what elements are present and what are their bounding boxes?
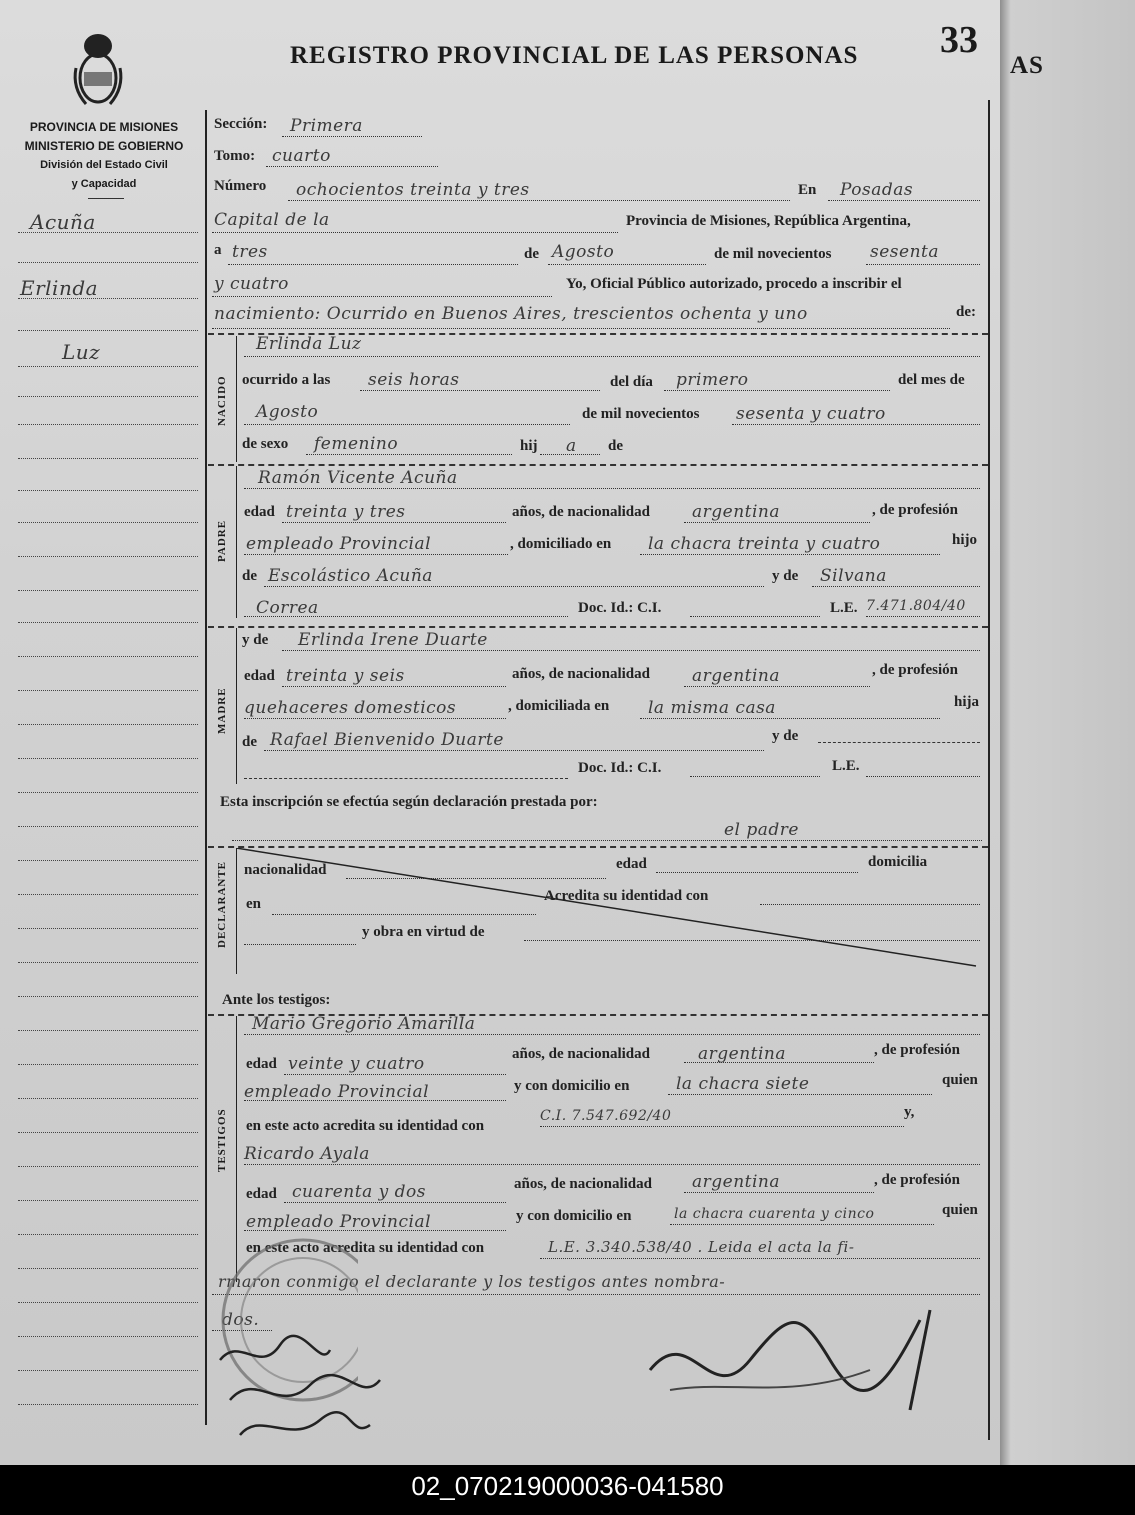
label-acredita: Acredita su identidad con	[544, 888, 709, 904]
label-padre-doc: Doc. Id.: C.I.	[578, 600, 662, 616]
value-capital: Capital de la	[214, 210, 330, 230]
value-t1-edad: veinte y cuatro	[288, 1054, 425, 1074]
value-padre-prof: empleado Provincial	[246, 534, 432, 554]
value-t2-prof: empleado Provincial	[246, 1212, 432, 1232]
value-padre-nac: argentina	[692, 502, 781, 522]
margin-given-name-2: Luz	[62, 340, 101, 364]
label-del-dia: del día	[610, 374, 653, 390]
label-en-decl: en	[246, 896, 261, 912]
label-testigos: Ante los testigos:	[222, 992, 331, 1008]
label-domiciliado: , domiciliado en	[510, 536, 612, 552]
value-t2-edad: cuarenta y dos	[292, 1182, 426, 1202]
label-de-1: de	[524, 246, 539, 262]
label-t2-prof: , de profesión	[874, 1172, 960, 1188]
section-nacido: NACIDO	[216, 375, 228, 426]
value-t1-id: C.I. 7.547.692/40	[540, 1108, 672, 1124]
value-acto: nacimiento: Ocurrido en Buenos Aires, trescientos ochenta y uno	[214, 304, 808, 324]
label-de-colon: de:	[956, 304, 976, 320]
label-de-mil: de mil novecientos	[714, 246, 832, 262]
page-title: REGISTRO PROVINCIAL DE LAS PERSONAS	[290, 42, 859, 69]
label-padre-y-de: y de	[772, 568, 799, 584]
label-t1-quien: quien	[942, 1072, 978, 1088]
label-de-2: de	[608, 438, 623, 454]
issuer-underline	[88, 198, 124, 199]
label-madre-doc: Doc. Id.: C.I.	[578, 760, 662, 776]
label-seccion: Sección:	[214, 116, 268, 132]
value-t2-dom: la chacra cuarenta y cinco	[674, 1206, 875, 1222]
label-a: a	[214, 242, 222, 258]
label-t1-y: y,	[904, 1104, 915, 1120]
label-domicilia: domicilia	[868, 854, 928, 870]
value-padre-dom: la chacra treinta y cuatro	[648, 534, 881, 554]
section-declarante: DECLARANTE	[216, 860, 228, 948]
value-mes: Agosto	[552, 242, 615, 262]
value-dia-nac: primero	[676, 370, 749, 390]
coat-of-arms-icon	[70, 28, 126, 108]
section-madre: MADRE	[216, 687, 228, 734]
value-madre-nac: argentina	[692, 666, 781, 686]
section-padre: PADRE	[216, 519, 228, 562]
value-madre-prof: quehaceres domesticos	[244, 698, 457, 718]
value-dia: tres	[232, 242, 268, 262]
label-t2-edad: edad	[246, 1186, 277, 1202]
value-t2-id: L.E. 3.340.538/40 . Leida el acta la fi-	[548, 1238, 855, 1256]
label-t2-nac: años, de nacionalidad	[514, 1176, 652, 1192]
issuer-line-3: División del Estado Civil	[40, 159, 168, 171]
label-t1-prof: , de profesión	[874, 1042, 960, 1058]
witness-signatures	[200, 1330, 390, 1455]
label-madre-nac: años, de nacionalidad	[512, 666, 650, 682]
value-padre-le: 7.471.804/40	[866, 598, 966, 614]
cross-out-line	[236, 848, 988, 974]
label-del-mes: del mes de	[898, 372, 965, 388]
margin-given-name-1: Erlinda	[20, 276, 99, 300]
label-madre-edad: edad	[244, 668, 275, 684]
value-madre-nombre: Erlinda Irene Duarte	[298, 630, 488, 650]
label-inscripcion: Esta inscripción se efectúa según declaración prestada por:	[220, 794, 598, 810]
value-padre-madre2: Correa	[256, 598, 319, 618]
page-number: 33	[940, 19, 978, 61]
next-page-title-fragment: AS	[1010, 52, 1044, 79]
label-hij: hij	[520, 438, 538, 454]
value-padre-y-de: Silvana	[820, 566, 887, 586]
issuer-line-4: y Capacidad	[71, 178, 137, 190]
label-de-mil-2: de mil novecientos	[582, 406, 700, 422]
label-hija: hija	[954, 694, 980, 710]
value-t1-dom: la chacra siete	[676, 1074, 810, 1094]
label-en: En	[798, 182, 817, 198]
value-anio-2: y cuatro	[214, 274, 289, 294]
section-testigos: TESTIGOS	[216, 1108, 228, 1172]
label-madre-y-de-2: y de	[772, 728, 799, 744]
officer-signature	[630, 1300, 950, 1430]
value-padre-nombre: Ramón Vicente Acuña	[258, 468, 458, 488]
value-t2-nac: argentina	[692, 1172, 781, 1192]
label-ocurrido: ocurrido a las	[242, 372, 331, 388]
label-numero: Número	[214, 178, 267, 194]
value-t1-nac: argentina	[698, 1044, 787, 1064]
value-declarante: el padre	[724, 820, 799, 840]
label-padre-nac: años, de nacionalidad	[512, 504, 650, 520]
label-t2-dom: y con domicilio en	[516, 1208, 632, 1224]
label-madre-de: de	[242, 734, 257, 750]
issuer-block	[14, 118, 194, 194]
value-anio-nac: sesenta y cuatro	[736, 404, 886, 424]
label-madre-prof: , de profesión	[872, 662, 958, 678]
issuer-line-1: PROVINCIA DE MISIONES	[29, 120, 179, 134]
value-seccion: Primera	[290, 116, 363, 136]
label-t1-dom: y con domicilio en	[514, 1078, 630, 1094]
label-yo: Yo, Oficial Público autorizado, procedo a inscribir el	[566, 276, 902, 292]
value-sexo: femenino	[314, 434, 399, 454]
label-domiciliada: , domiciliada en	[508, 698, 610, 714]
value-cierre-2: dos.	[222, 1310, 260, 1330]
label-obra: y obra en virtud de	[362, 924, 485, 940]
value-cierre: rmaron conmigo el declarante y los testigos antes nombra-	[218, 1272, 726, 1291]
label-padre-prof: , de profesión	[872, 502, 958, 518]
value-madre-dom: la misma casa	[648, 698, 776, 718]
value-anio-1: sesenta	[870, 242, 939, 262]
value-hora: seis horas	[368, 370, 460, 390]
label-padre-de: de	[242, 568, 257, 584]
label-t1-edad: edad	[246, 1056, 277, 1072]
issuer-line-2: MINISTERIO DE GOBIERNO	[24, 139, 184, 153]
label-provincia: Provincia de Misiones, República Argentina,	[626, 213, 911, 229]
margin-surname: Acuña	[30, 210, 96, 234]
value-tomo: cuarto	[272, 146, 331, 166]
label-madre-y-de: y de	[242, 632, 269, 648]
label-nacionalidad: nacionalidad	[244, 862, 327, 878]
value-padre-edad: treinta y tres	[286, 502, 406, 522]
value-mes-nac: Agosto	[256, 402, 319, 422]
label-t1-nac: años, de nacionalidad	[512, 1046, 650, 1062]
label-padre-le: L.E.	[830, 600, 858, 616]
label-edad-decl: edad	[616, 856, 647, 872]
value-madre-edad: treinta y seis	[286, 666, 405, 686]
label-madre-le: L.E.	[832, 758, 860, 774]
value-t1-prof: empleado Provincial	[244, 1082, 430, 1102]
label-tomo: Tomo:	[214, 148, 256, 164]
document-id-footer: 02_070219000036-041580	[0, 1465, 1135, 1515]
next-page-edge	[1000, 0, 1135, 1465]
value-hij-suffix: a	[566, 436, 577, 456]
label-padre-edad: edad	[244, 504, 275, 520]
label-t1-acredita: en este acto acredita su identidad con	[246, 1118, 485, 1134]
value-t1-nombre: Mario Gregorio Amarilla	[252, 1014, 476, 1034]
label-t2-quien: quien	[942, 1202, 978, 1218]
value-t2-nombre: Ricardo Ayala	[244, 1144, 370, 1164]
label-hijo: hijo	[952, 532, 978, 548]
label-sexo: de sexo	[242, 436, 289, 452]
value-padre-de: Escolástico Acuña	[268, 566, 433, 586]
value-madre-de: Rafael Bienvenido Duarte	[270, 730, 504, 750]
value-numero: ochocientos treinta y tres	[296, 180, 530, 200]
value-nacido-nombre: Erlinda Luz	[256, 334, 362, 354]
value-lugar: Posadas	[840, 180, 914, 200]
label-t2-acredita: en este acto acredita su identidad con	[246, 1240, 485, 1256]
